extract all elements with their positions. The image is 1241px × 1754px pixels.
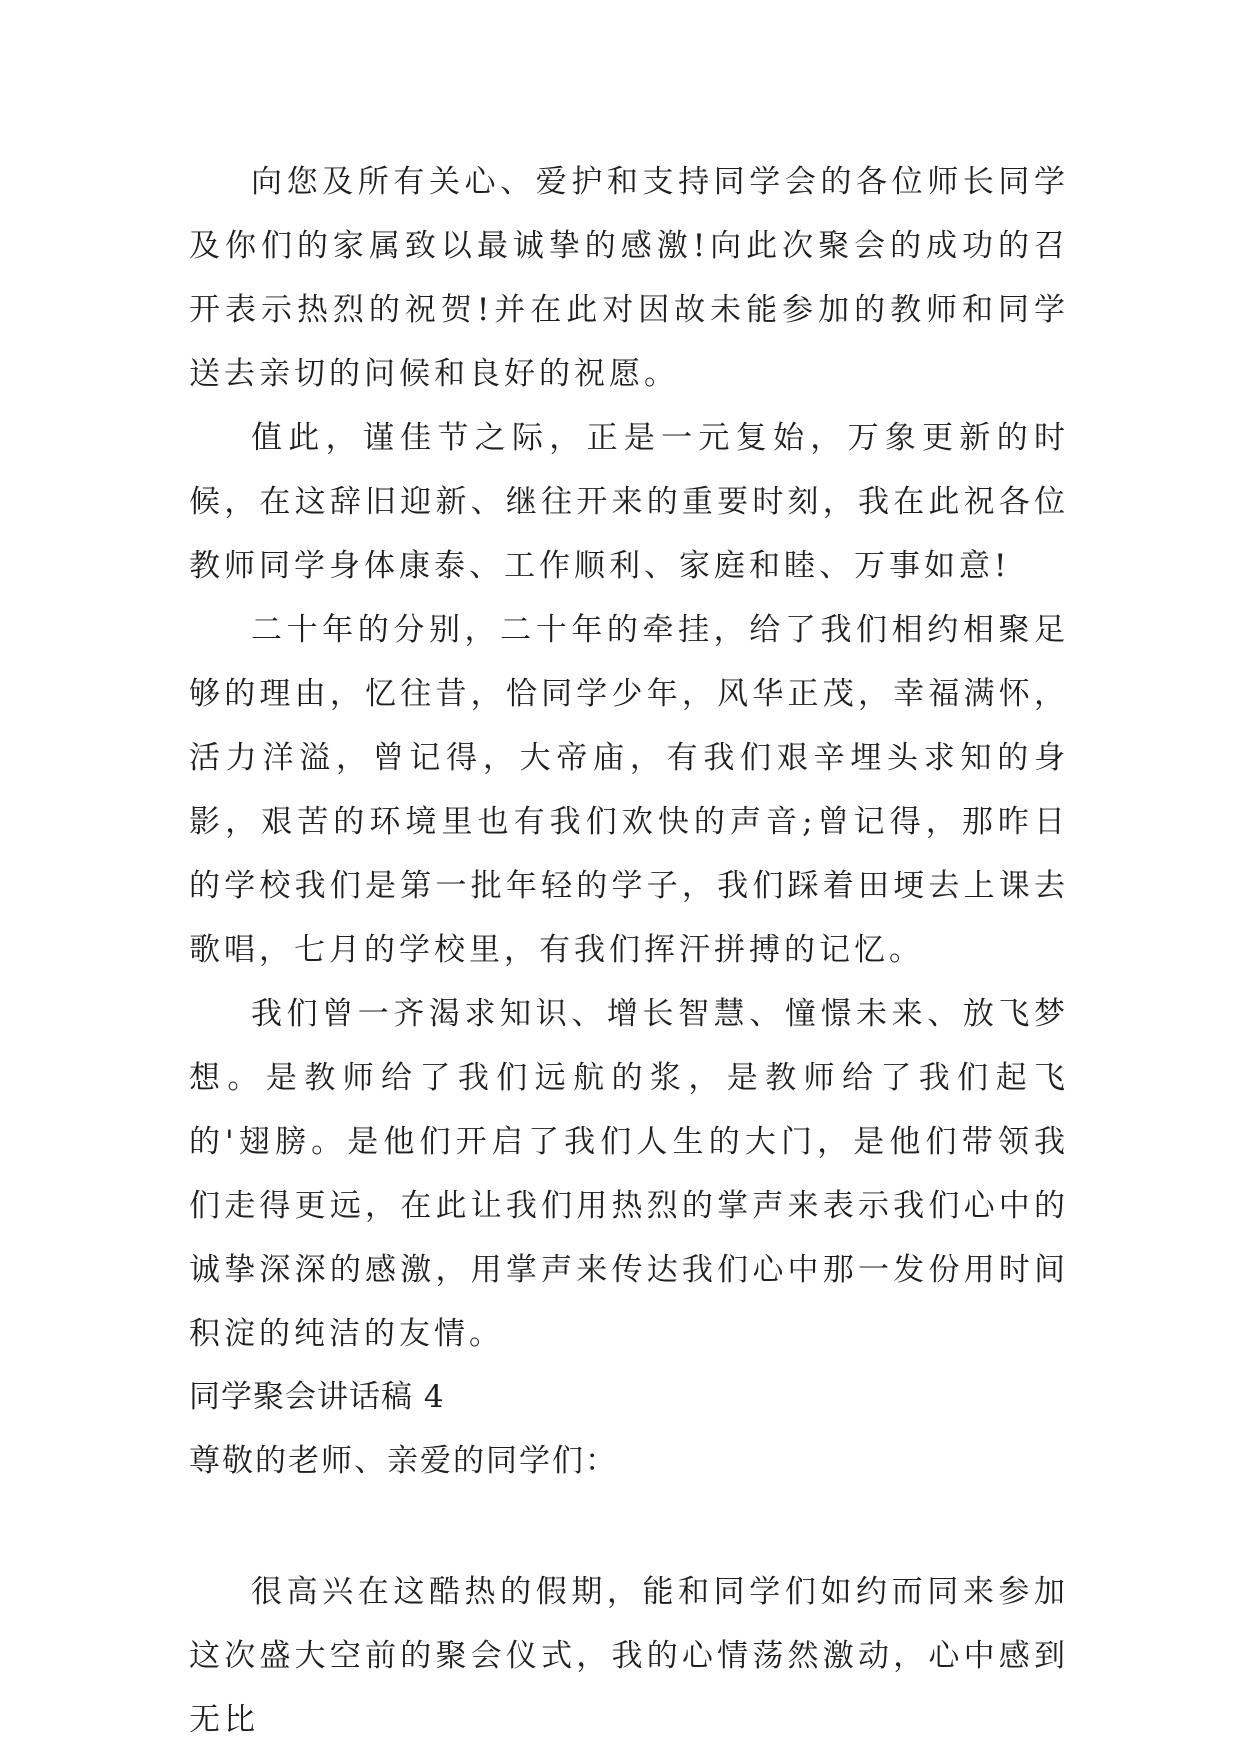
salutation: 尊敬的老师、亲爱的同学们： [189, 1443, 618, 1479]
section-heading: 同学聚会讲话稿 4 [189, 1379, 445, 1415]
document-body [189, 150, 1069, 1752]
paragraph-teachers-thanks: 我们曾一齐渴求知识、增长智慧、憧憬未来、放飞梦想。是教师给了我们远航的浆，是教师给了我们起飞的'翅膀。是他们开启了我们人生的大门，是他们带领我们走得更远，在此让我们用热烈的掌声来表示我们心中的诚挚深深的感激，用掌声来传达我们心中那一发份用时间积淀的纯洁的友情。 [189, 996, 1069, 1352]
paragraph-gratitude: 向您及所有关心、爱护和支持同学会的各位师长同学及你们的家属致以最诚挚的感激!向此次聚会的成功的召开表示热烈的祝贺!并在此对因故未能参加的教师和同学送去亲切的问候和良好的祝愿。 [189, 164, 1069, 392]
paragraph-holiday-wishes: 值此，谨佳节之际，正是一元复始，万象更新的时候，在这辞旧迎新、继往开来的重要时刻，我在此祝各位教师同学身体康泰、工作顺利、家庭和睦、万事如意! [189, 420, 1069, 584]
blank-line [189, 1494, 1069, 1560]
paragraph-opening: 很高兴在这酷热的假期，能和同学们如约而同来参加这次盛大空前的聚会仪式，我的心情荡然激动，心中感到无比 [189, 1574, 1069, 1738]
paragraph-memories: 二十年的分别，二十年的牵挂，给了我们相约相聚足够的理由，忆往昔，恰同学少年，风华正茂，幸福满怀，活力洋溢，曾记得，大帝庙，有我们艰辛埋头求知的身影，艰苦的环境里也有我们欢快的声音;曾记得，那昨日的学校我们是第一批年轻的学子，我们踩着田埂去上课去歌唱，七月的学校里，有我们挥汗拼搏的记忆。 [189, 612, 1069, 968]
